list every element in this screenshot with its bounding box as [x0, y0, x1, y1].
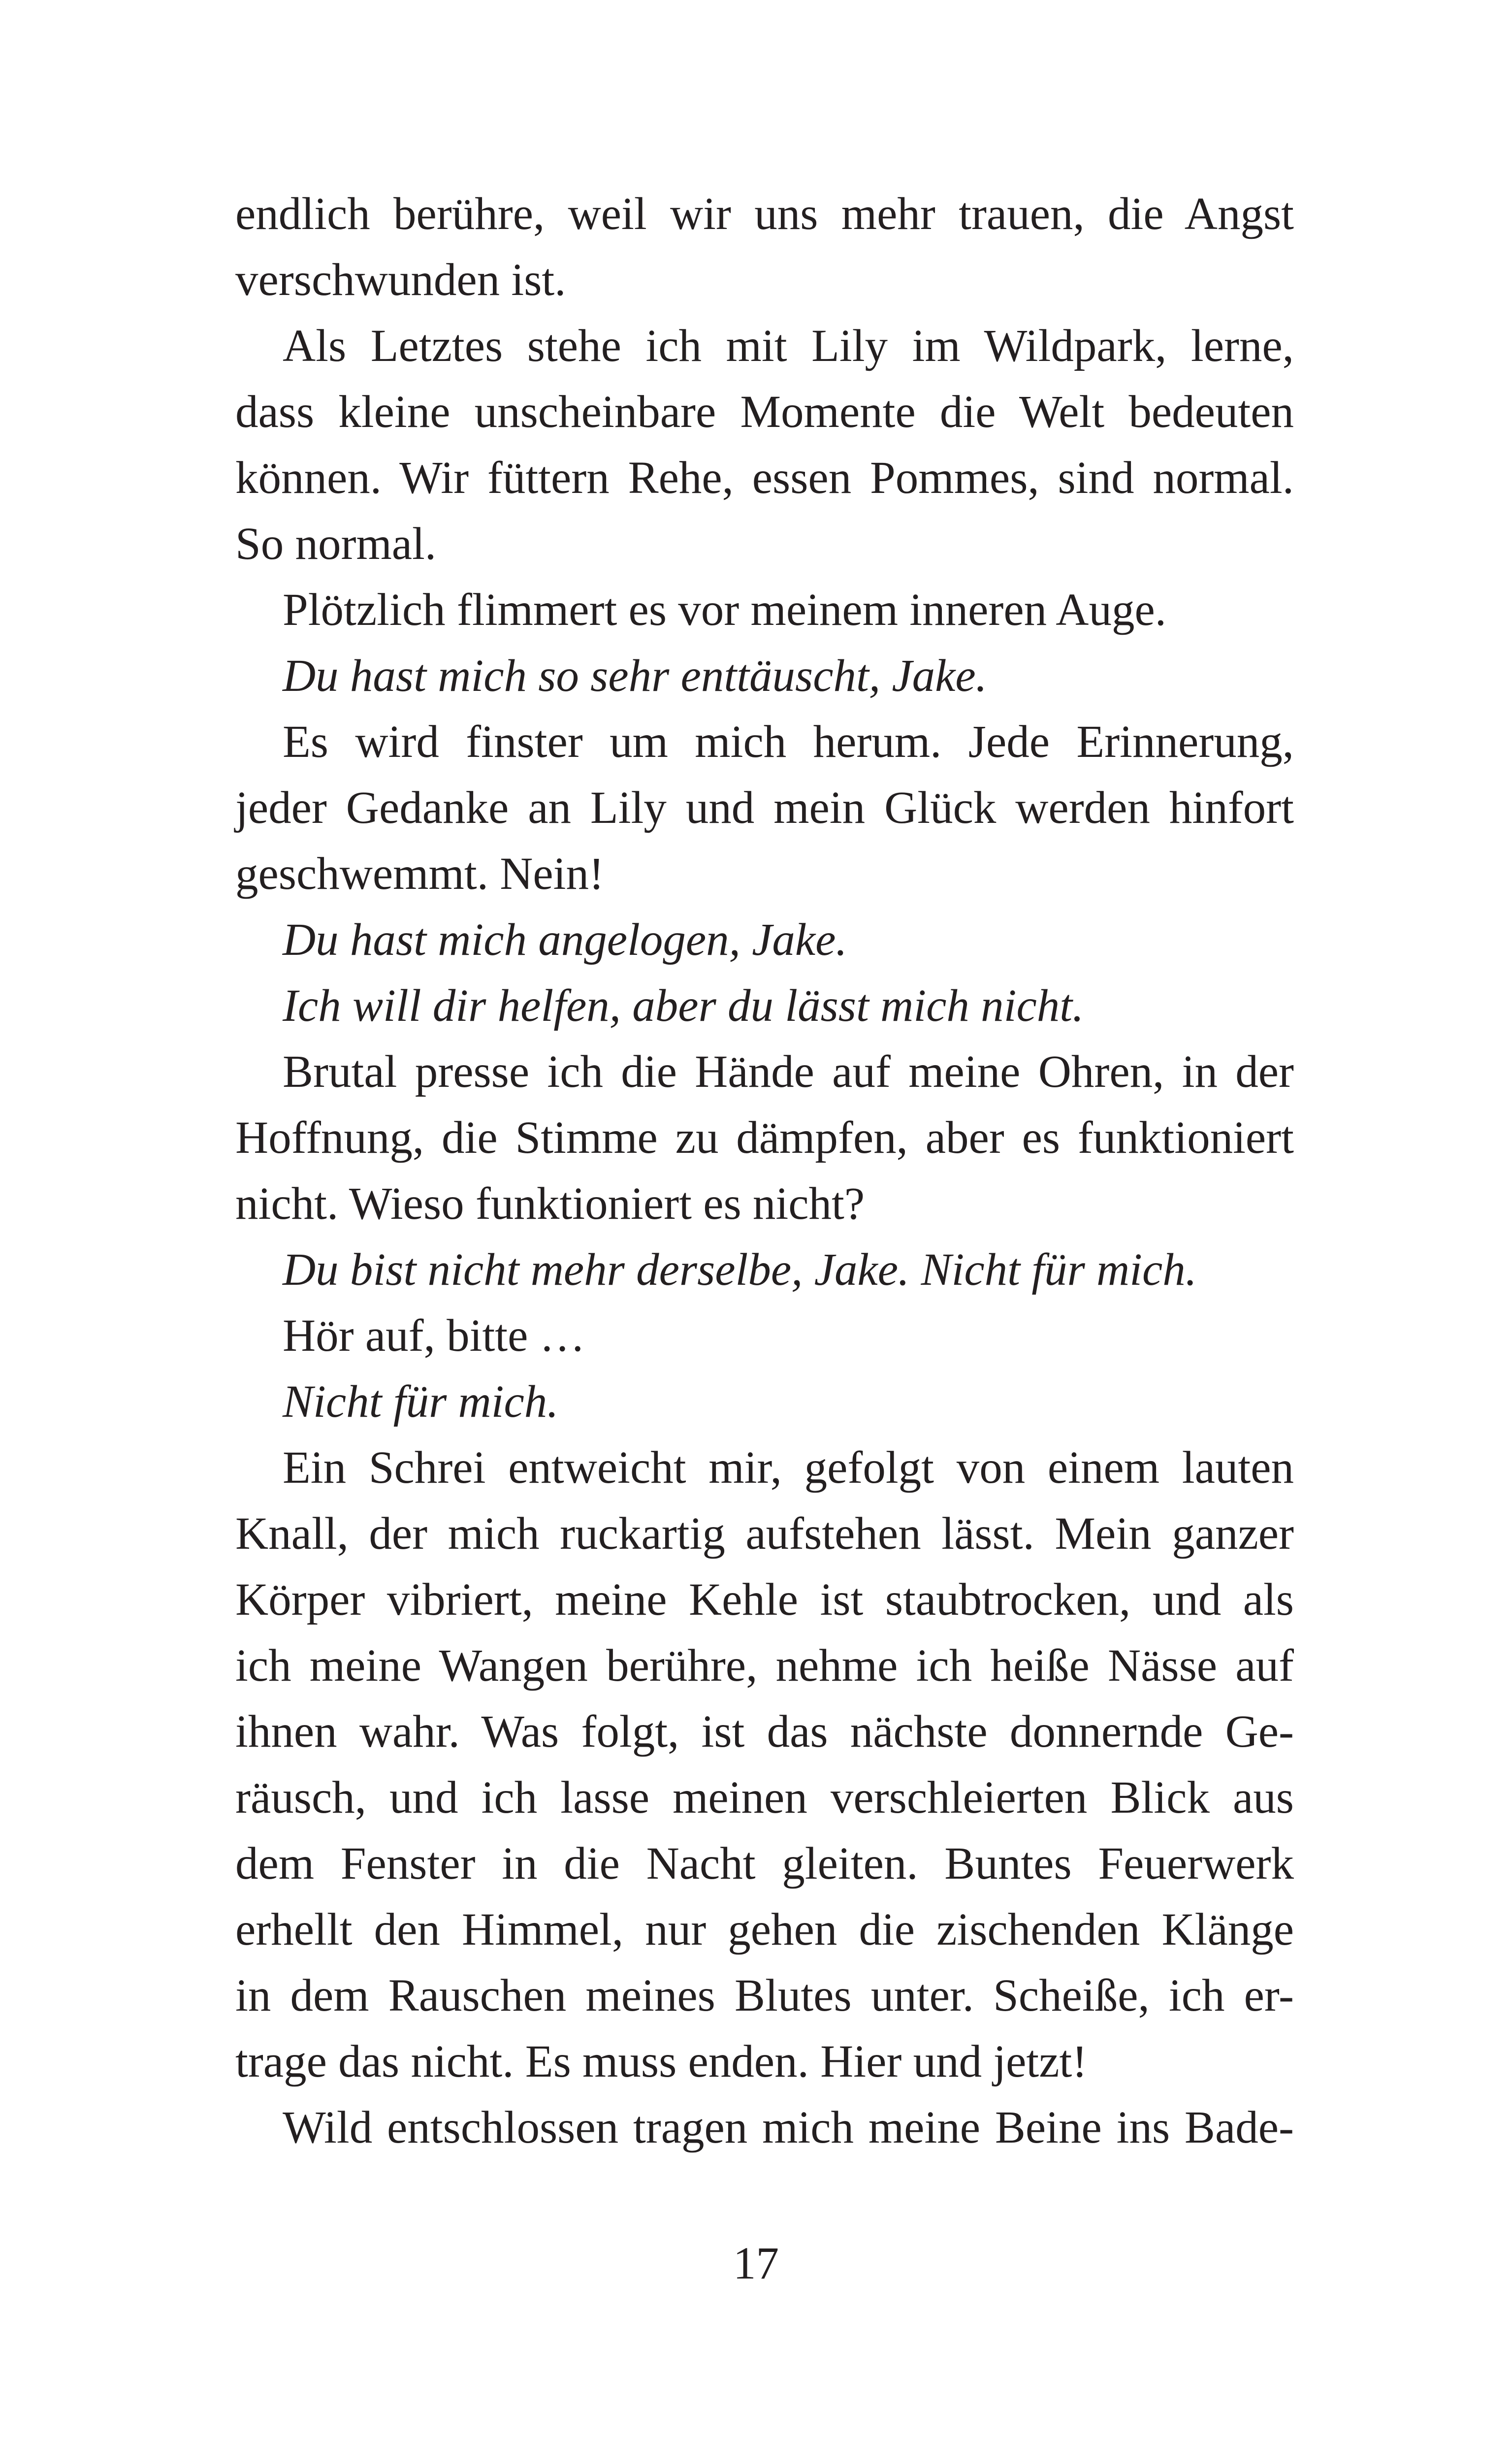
text-line: Knall, der mich ruckartig aufstehen lässt. Mein ganzer — [235, 1508, 1294, 1559]
text-line: Hoffnung, die Stimme zu dämpfen, aber es funktioniert — [235, 1112, 1294, 1163]
text-line: Du hast mich angelogen, Jake. — [283, 914, 847, 965]
text-line: können. Wir füttern Rehe, essen Pommes, sind normal. — [235, 453, 1294, 503]
text-line: Hör auf, bitte … — [283, 1310, 585, 1361]
text-line: nicht. Wieso funktioniert es nicht? — [235, 1178, 865, 1229]
text-line: Nicht für mich. — [283, 1376, 559, 1427]
text-line: ich meine Wangen berühre, nehme ich heiße Nässe auf — [235, 1640, 1294, 1691]
text-line: jeder Gedanke an Lily und mein Glück werden hinfort — [235, 782, 1294, 833]
text-line: geschwemmt. Nein! — [235, 848, 604, 899]
text-line: Es wird finster um mich herum. Jede Erinnerung, — [283, 717, 1294, 767]
text-line: in dem Rauschen meines Blutes unter. Scheiße, ich er- — [235, 1970, 1294, 2021]
text-line: verschwunden ist. — [235, 255, 566, 305]
text-line: endlich berühre, weil wir uns mehr trauen, die Angst — [235, 189, 1294, 239]
text-line: Ich will dir helfen, aber du lässt mich nicht. — [283, 980, 1084, 1031]
text-line: Wild entschlossen tragen mich meine Beine ins Bade- — [283, 2102, 1294, 2153]
text-line: erhellt den Himmel, nur gehen die zischenden Klänge — [235, 1904, 1294, 1955]
text-line: So normal. — [235, 519, 437, 569]
text-line: Plötzlich flimmert es vor meinem inneren Auge. — [283, 585, 1166, 635]
text-line: Brutal presse ich die Hände auf meine Ohren, in der — [283, 1046, 1294, 1097]
text-line: dass kleine unscheinbare Momente die Welt bedeuten — [235, 387, 1294, 437]
text-line: dem Fenster in die Nacht gleiten. Buntes Feuerwerk — [235, 1838, 1294, 1889]
text-line: trage das nicht. Es muss enden. Hier und jetzt! — [235, 2036, 1088, 2087]
text-line: Körper vibriert, meine Kehle ist staubtrocken, und als — [235, 1574, 1294, 1625]
text-line: räusch, und ich lasse meinen verschleierten Blick aus — [235, 1772, 1294, 1823]
text-line: Du bist nicht mehr derselbe, Jake. Nicht für mich. — [283, 1244, 1197, 1295]
body-text — [235, 181, 1294, 2161]
page-number: 17 — [733, 2238, 779, 2289]
text-line: ihnen wahr. Was folgt, ist das nächste donnernde Ge- — [235, 1706, 1294, 1757]
text-line: Du hast mich so sehr enttäuscht, Jake. — [283, 651, 987, 701]
text-line: Als Letztes stehe ich mit Lily im Wildpark, lerne, — [283, 321, 1294, 371]
text-line: Ein Schrei entweicht mir, gefolgt von einem lauten — [283, 1442, 1294, 1493]
